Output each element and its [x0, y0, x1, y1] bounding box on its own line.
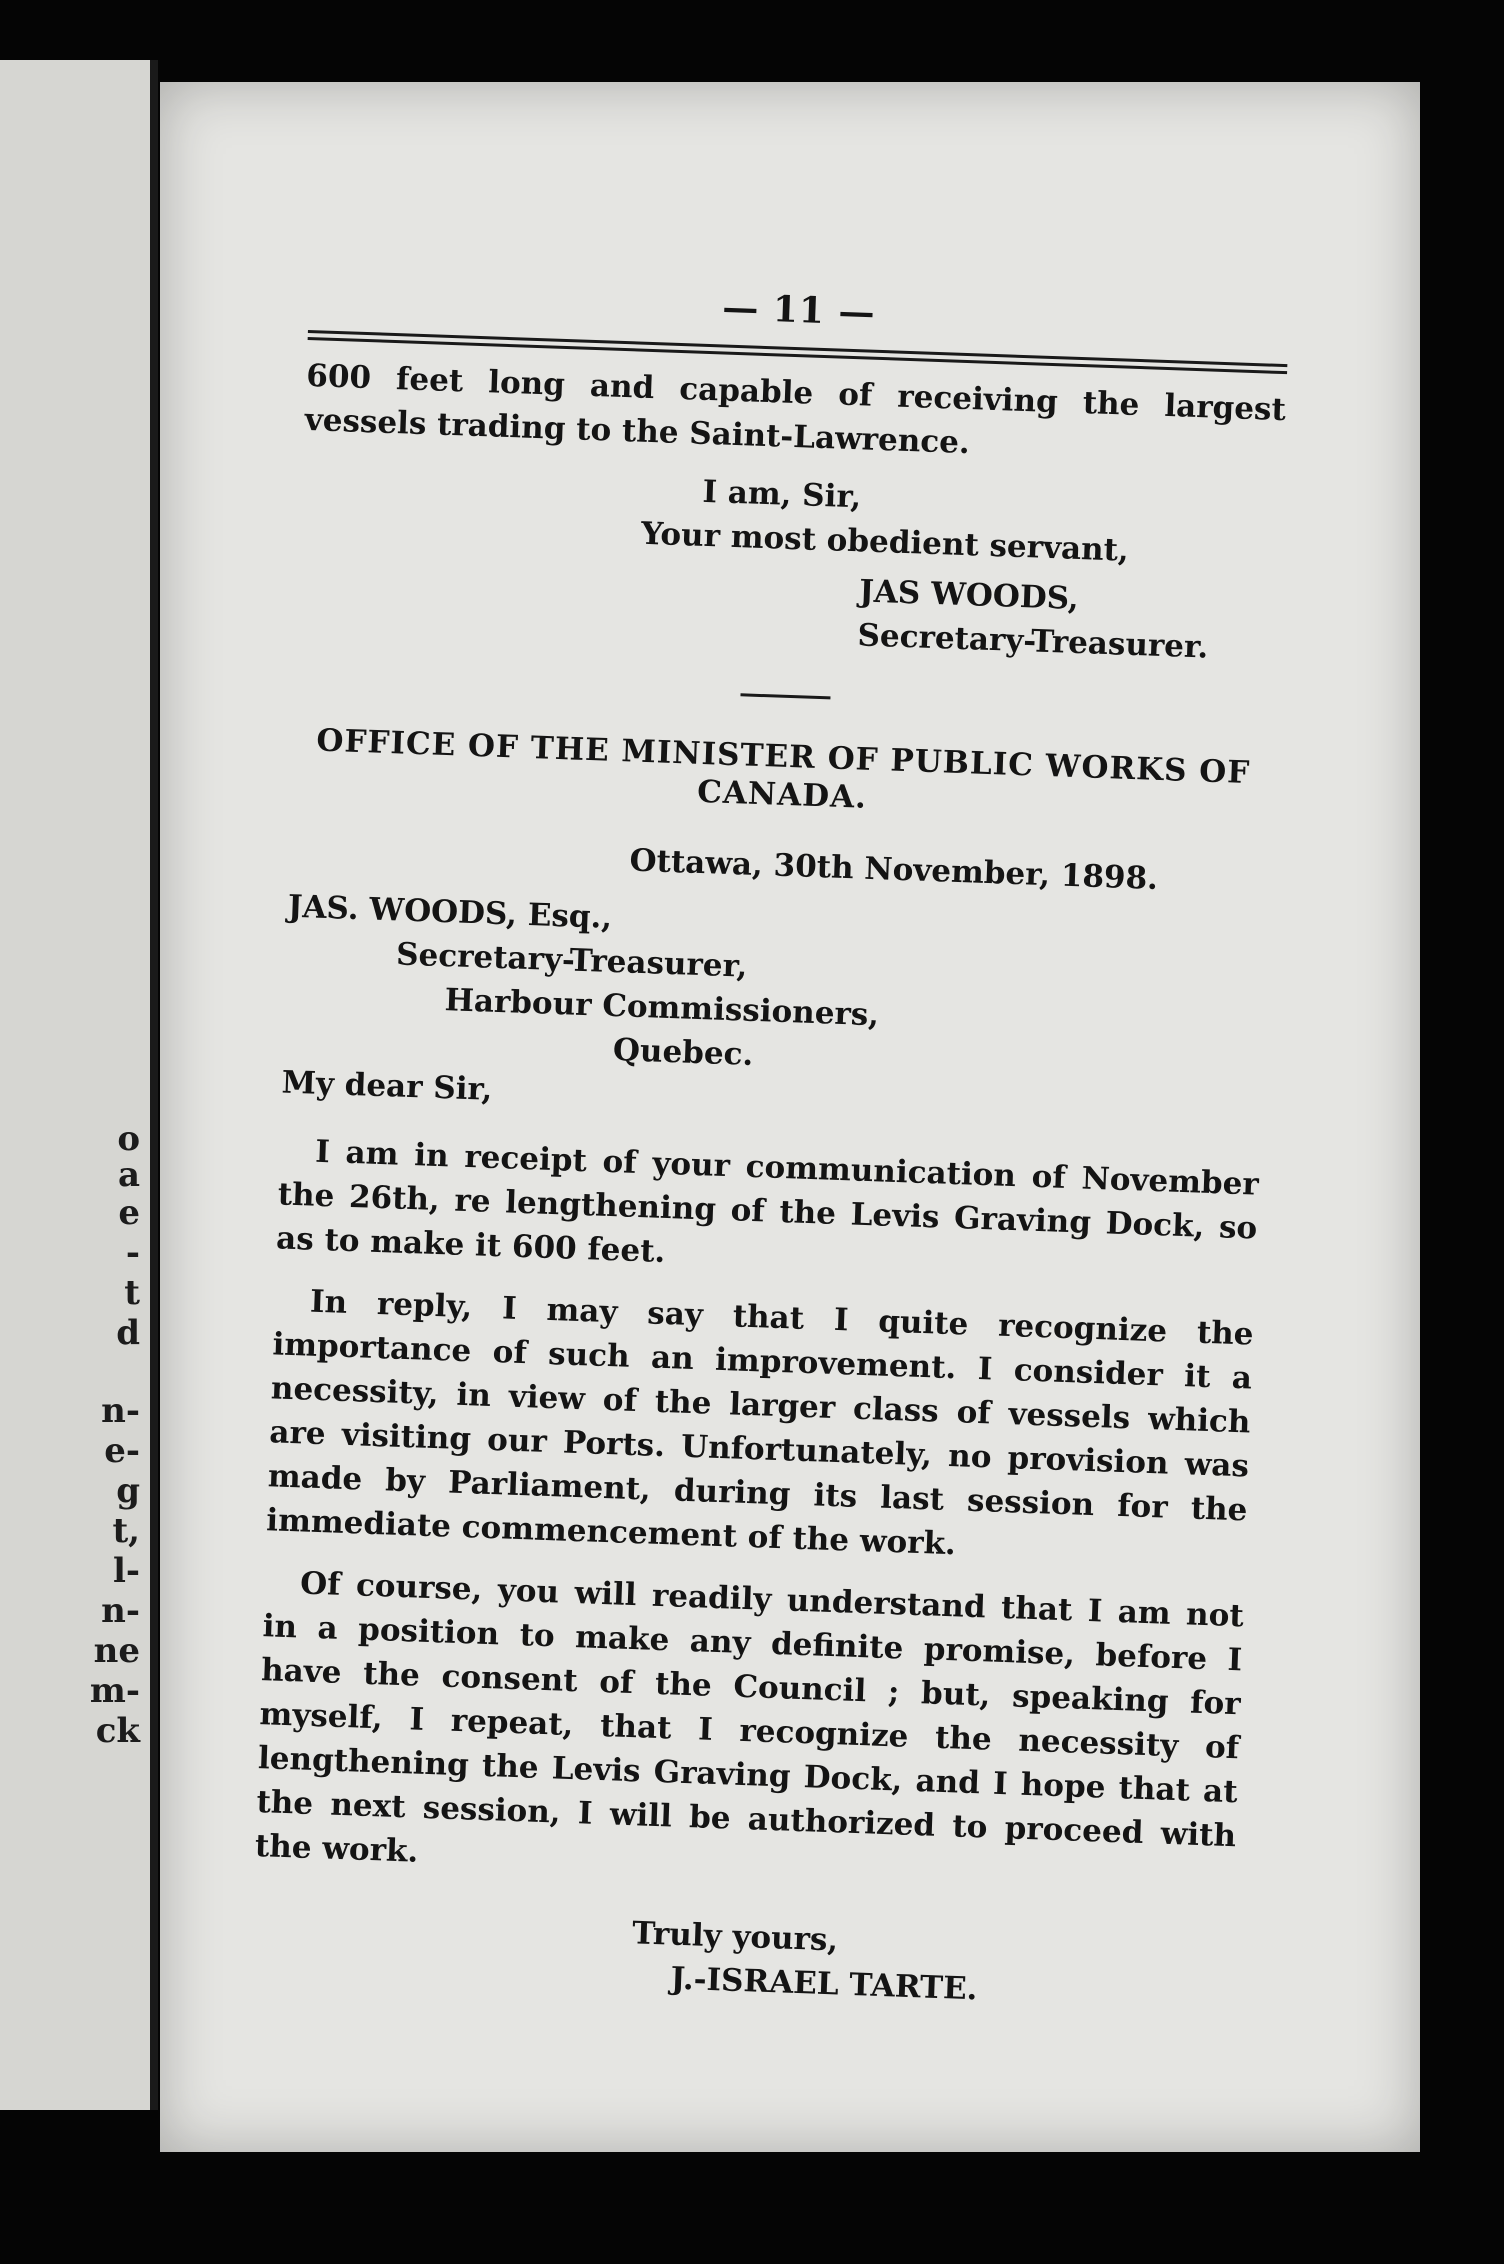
prev-page-fragment: ck [95, 1711, 140, 1751]
section-divider [740, 693, 830, 699]
address-line: Quebec. [612, 1032, 754, 1073]
signatory-title: Secretary-Treasurer. [857, 617, 1209, 666]
prev-page-fragment: - [125, 1233, 140, 1273]
prev-page-fragment: o [117, 1119, 140, 1159]
prev-page-fragment: l- [112, 1551, 140, 1591]
document-page [160, 82, 1420, 2152]
address-line: Secretary-Treasurer, [395, 936, 749, 985]
closing-line: I am, Sir, [701, 473, 862, 516]
prev-page-fragment: t, [112, 1511, 140, 1551]
dateline: Ottawa, 30th November, 1898. [629, 842, 1159, 897]
prev-page-fragment: a [117, 1155, 140, 1195]
address-line: Harbour Commissioners, [444, 982, 880, 1034]
page-number: — 11 — [721, 286, 877, 334]
prev-page-fragment: n- [101, 1391, 140, 1431]
page-text-block [250, 272, 1289, 2020]
prev-page-fragment: ne [93, 1631, 140, 1671]
closing-line: Your most obedient servant, [640, 515, 1130, 569]
prev-page-fragment: t [124, 1273, 140, 1313]
prev-page-fragment: m- [89, 1671, 140, 1711]
letter-heading: OFFICE OF THE MINISTER OF PUBLIC WORKS OF CANADA. [315, 722, 1251, 816]
valediction: Truly yours, [631, 1915, 839, 1959]
prev-page-fragment: n- [101, 1591, 140, 1631]
salutation: My dear Sir, [281, 1064, 493, 1108]
body-paragraph: In reply, I may say that I quite recognize the importance of such an improvement. I consider it a necessity, in view of the larger class of vessels which are visiting our Ports. Unfortunately, no provision was made by Parliament, during its last session for the immediate commencement of the work. [265, 1283, 1255, 1563]
body-paragraph: I am in receipt of your communication of November the 26th, re lengthening of the Levis Graving Dock, so as to make it 600 feet. [275, 1133, 1260, 1270]
signatory-name: JAS WOODS, [858, 573, 1080, 618]
signature: J.-ISRAEL TARTE. [670, 1960, 979, 2008]
body-paragraph: Of course, you will readily understand that I am not in a position to make any definite promise, before I have the consent of the Council ; but, speaking for myself, I repeat, that I recognize the necessity of lengthening the Levis Graving Dock, and I hope that at the next session, I will be authorized to proceed with the work. [254, 1565, 1245, 1870]
prev-page-fragment: d [116, 1313, 140, 1353]
continuation-paragraph: 600 feet long and capable of receiving the largest vessels trading to the Saint-Lawrence. [304, 357, 1287, 462]
prev-page-fragment: e- [104, 1431, 140, 1471]
previous-page-edge [0, 60, 158, 2110]
prev-page-fragment: e [118, 1193, 140, 1233]
address-line: JAS. WOODS, Esq., [287, 888, 613, 936]
prev-page-fragment: g [116, 1471, 140, 1511]
